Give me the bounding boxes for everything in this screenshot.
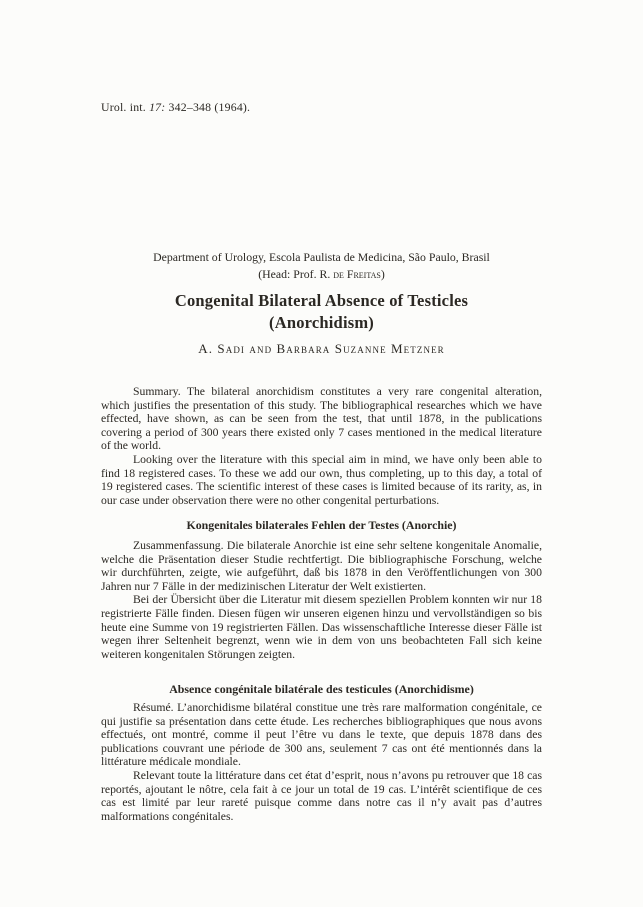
summary-english-text-1: The bilateral anorchidism constitutes a very rare congenital alteration, which justifies the presentation of this study. The bibliographical researches which we have effected, have shown, as can be seen from the test, that until 1878, in the publications covering a period of 300 years there existed only 7 cases mentioned in the medical literature of the world. (101, 385, 542, 453)
summary-french-paragraph-1 (101, 701, 542, 769)
summary-french-paragraph-2: Relevant toute la littérature dans cet état d’esprit, nous n’avons pu retrouver que 18 cas reportés, ajoutant le nôtre, cela fait à ce jour un total de 19 cas. L’intérêt scientifique de ces cas est limité par leur rareté puisque comme dans notre cas il n’y avait pas d’autres malformations congénitales. (101, 768, 542, 823)
summary-german (101, 539, 542, 661)
summary-english-paragraph-1 (101, 385, 542, 453)
journal-name: Urol. int. (101, 100, 150, 114)
head-suffix: ) (380, 267, 385, 281)
summary-french-text-1: L’anorchidisme bilatéral constitue une très rare malformation congénitale, ce qui justifie sa présentation dans cette étude. Les recherches bibliographiques que nous avons effectués, ont montré, comme il peut l’être vu dans le texte, que depuis 1878 dans des publications couvrant une période de 300 ans, seulement 7 cas ont été mentionnés dans la littérature médicale mondiale. (101, 701, 542, 769)
journal-reference (101, 100, 250, 115)
summary-german-paragraph-1 (101, 539, 542, 593)
article-title (0, 290, 643, 334)
summary-german-paragraph-2: Bei der Übersicht über die Literatur mit diesem speziellen Problem konnten wir nur 18 registrierte Fälle finden. Diesen fügen wir unseren eigenen hinzu und vervollständigen so bis heute eine Summe von 19 registrierten Fällen. Das wissenschaftliche Interesse dieser Fälle ist wegen ihrer Seltenheit begrenzt, wenn wie in dem von uns beobachteten Fall sich keine weiteren kongenitalen Störungen zeigten. (101, 593, 542, 661)
section-heading-german: Kongenitales bilaterales Fehlen der Testes (Anorchie) (186, 518, 457, 532)
affiliation-block (0, 249, 643, 283)
summary-english (101, 385, 542, 507)
article-title-line1: Congenital Bilateral Absence of Testicles (174, 291, 469, 310)
head-prefix: (Head: Prof. R. (258, 267, 334, 281)
authors-line: A. Sadi and Barbara Suzanne Metzner (198, 341, 445, 356)
summary-german-lead: Zusammenfassung. (133, 539, 224, 552)
summary-english-lead: Summary. (133, 385, 181, 398)
journal-pages-year: 342–348 (1964). (165, 100, 251, 114)
affiliation-line: Department of Urology, Escola Paulista de Medicina, São Paulo, Brasil (153, 250, 490, 264)
summary-french-lead: Résumé. (133, 701, 174, 714)
journal-volume: 17: (149, 100, 166, 114)
section-heading-french: Absence congénitale bilatérale des testicules (Anorchidisme) (169, 682, 474, 696)
summary-german-text-1: Die bilaterale Anorchie ist eine sehr seltene kongenitale Anomalie, welche die Präsentation dieser Studie rechtfertigt. Die bibliographische Forschung, welche wir durchführten, zeigte, wie aufgeführt, daß bis 1878 in den Veröffentlichungen von 300 Jahren nur 7 Fälle in der medizinischen Literatur der Welt existierten. (101, 539, 542, 593)
article-title-line2: (Anorchidism) (269, 313, 374, 332)
department-head-line (0, 266, 643, 283)
head-name: de Freitas (333, 267, 381, 281)
summary-english-paragraph-2: Looking over the literature with this special aim in mind, we have only been able to find 18 registered cases. To these we add our own, thus completing, up to this day, a total of 19 registered cases. The scientific interest of these cases is limited because of its rarity, as, in our case under observation there were no other congenital perturbations. (101, 452, 542, 507)
summary-french (101, 701, 542, 823)
